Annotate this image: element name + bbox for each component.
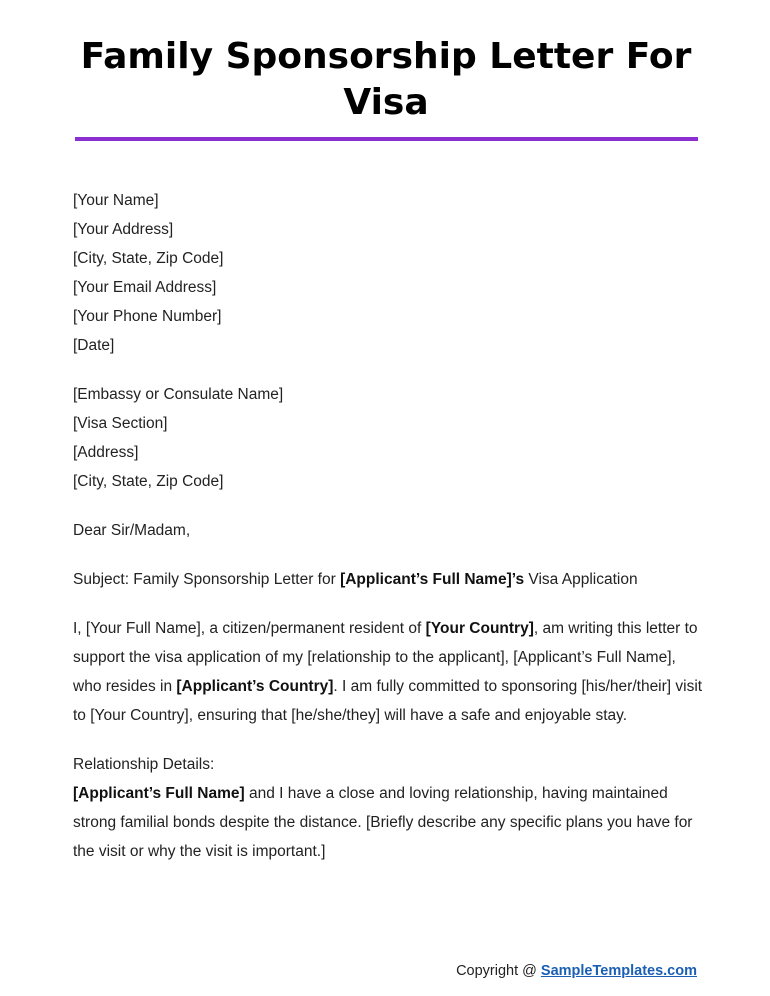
sender-city: [City, State, Zip Code]	[73, 250, 224, 267]
intro-text-3: . I am fully committed to sponsoring [his/her/their] visit to [Your Country], ensuring that [he/she/they] will have a safe and enjoyable stay.	[73, 678, 703, 724]
title-divider	[75, 137, 698, 141]
subject-suffix: Visa Application	[524, 571, 638, 588]
sender-name: [Your Name]	[73, 192, 159, 209]
intro-text-2: , am writing this letter to support the visa application of my [relationship to the applicant], [Applicant’s Full Name], who resides in	[73, 620, 698, 695]
recipient-section: [Visa Section]	[73, 415, 168, 432]
relationship-heading: Relationship Details:	[73, 756, 215, 773]
relationship-text: and I have a close and loving relationship, having maintained strong familial bonds despite the distance. [Briefly describe any specific plans you have for the visit or why the visit is important.]	[73, 785, 693, 860]
intro-paragraph	[73, 614, 703, 730]
intro-text-1: I, [Your Full Name], a citizen/permanent resident of	[73, 620, 426, 637]
subject-applicant: [Applicant’s Full Name]’s	[340, 571, 525, 588]
recipient-address: [Address]	[73, 444, 139, 461]
recipient-block	[73, 380, 703, 496]
copyright-prefix: Copyright @	[456, 963, 541, 979]
relationship-applicant: [Applicant’s Full Name]	[73, 785, 245, 802]
subject-line	[73, 565, 703, 594]
intro-applicant-country: [Applicant’s Country]	[176, 678, 334, 695]
copyright-footer	[456, 961, 697, 981]
sender-email: [Your Email Address]	[73, 279, 217, 296]
recipient-city: [City, State, Zip Code]	[73, 473, 224, 490]
recipient-embassy: [Embassy or Consulate Name]	[73, 386, 284, 403]
page-title: Family Sponsorship Letter For Visa	[80, 36, 692, 123]
salutation: Dear Sir/Madam,	[73, 522, 191, 539]
letter-body	[73, 186, 703, 886]
intro-country: [Your Country]	[425, 620, 534, 637]
sender-phone: [Your Phone Number]	[73, 308, 222, 325]
subject-prefix: Subject: Family Sponsorship Letter for	[73, 571, 341, 588]
relationship-paragraph	[73, 750, 703, 866]
sender-block	[73, 186, 703, 360]
site-link[interactable]: SampleTemplates.com	[540, 963, 697, 979]
letter-date: [Date]	[73, 337, 115, 354]
sender-address: [Your Address]	[73, 221, 174, 238]
